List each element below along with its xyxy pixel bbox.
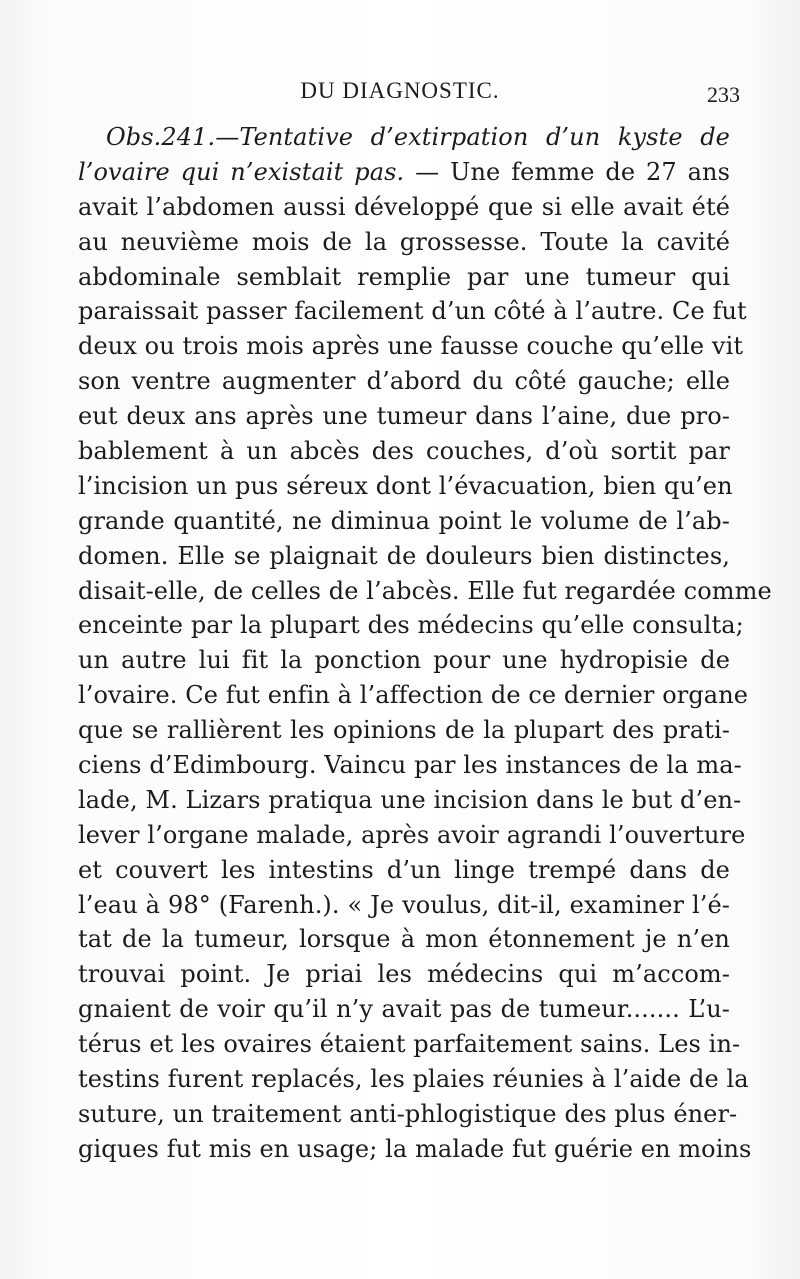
text-line: trouvai point. Je priai les médecins qui m’accom- [78, 960, 730, 989]
text-line: bablement à un abcès des couches, d’où sortit par [78, 437, 730, 466]
text-line: giques fut mis en usage; la malade fut guérie en moins [78, 1134, 752, 1163]
text-line: lever l’organe malade, après avoir agrandi l’ouverture [78, 820, 746, 849]
page-header [0, 78, 800, 112]
text-line: eut deux ans après une tumeur dans l’aine, due pro- [78, 402, 730, 431]
page-number: 233 [707, 82, 740, 107]
running-head: DU DIAGNOSTIC. [300, 78, 500, 103]
text-line: l’ovaire. Ce fut enfin à l’affection de ce dernier organe [78, 681, 749, 710]
text-line: son ventre augmenter d’abord du côté gauche; elle [78, 367, 730, 396]
text-line: l’eau à 98° (Farenh.). « Je voulus, dit-il, examiner l’é- [78, 890, 730, 919]
text-line [78, 155, 730, 190]
text-line: suture, un traitement anti-phlogistique des plus éner- [78, 1099, 738, 1128]
text-line: domen. Elle se plaignait de douleurs bien distinctes, [78, 541, 730, 570]
text-line: disait-elle, de celles de l’abcès. Elle fut regardée comme [78, 576, 772, 605]
text-line: deux ou trois mois après une fausse couche qu’elle vit [78, 332, 744, 361]
observation-title-cont: l’ovaire qui n’existait pas. [78, 157, 405, 186]
text-line: un autre lui fit la ponction pour une hydropisie de [78, 646, 730, 675]
observation-title: Obs.241.—Tentative d’extirpation d’un kyste de [106, 123, 730, 151]
text-line: abdominale semblait remplie par une tumeur qui [78, 262, 730, 291]
text-line: térus et les ovaires étaient parfaitement sains. Les in- [78, 1030, 741, 1059]
text-line: ciens d’Edimbourg. Vaincu par les instances de la ma- [78, 751, 742, 780]
text-line: testins furent replacés, les plaies réunies à l’aide de la [78, 1065, 749, 1094]
text-line: enceinte par la plupart des médecins qu’elle consulta; [78, 611, 744, 640]
text-line: gnaient de voir qu’il n’y avait pas de tumeur....... L’u- [78, 995, 730, 1024]
text-line: et couvert les intestins d’un linge trempé dans de [78, 855, 730, 884]
text-line: avait l’abdomen aussi développé que si elle avait été [78, 192, 730, 221]
text-line: l’incision un pus séreux dont l’évacuation, bien qu’en [78, 471, 733, 500]
text-line: tat de la tumeur, lorsque à mon étonnement je n’en [78, 925, 730, 954]
text-line [78, 120, 730, 155]
body-text [78, 120, 772, 1167]
text-line: paraissait passer facilement d’un côté à l’autre. Ce fut [78, 297, 747, 326]
text-segment: — Une femme de 27 ans [404, 157, 730, 186]
text-line: au neuvième mois de la grossesse. Toute la cavité [78, 227, 730, 256]
text-line: que se rallièrent les opinions de la plupart des prati- [78, 716, 730, 745]
text-line: grande quantité, ne diminua point le volume de l’ab- [78, 506, 730, 535]
text-line: lade, M. Lizars pratiqua une incision dans le but d’en- [78, 785, 742, 814]
